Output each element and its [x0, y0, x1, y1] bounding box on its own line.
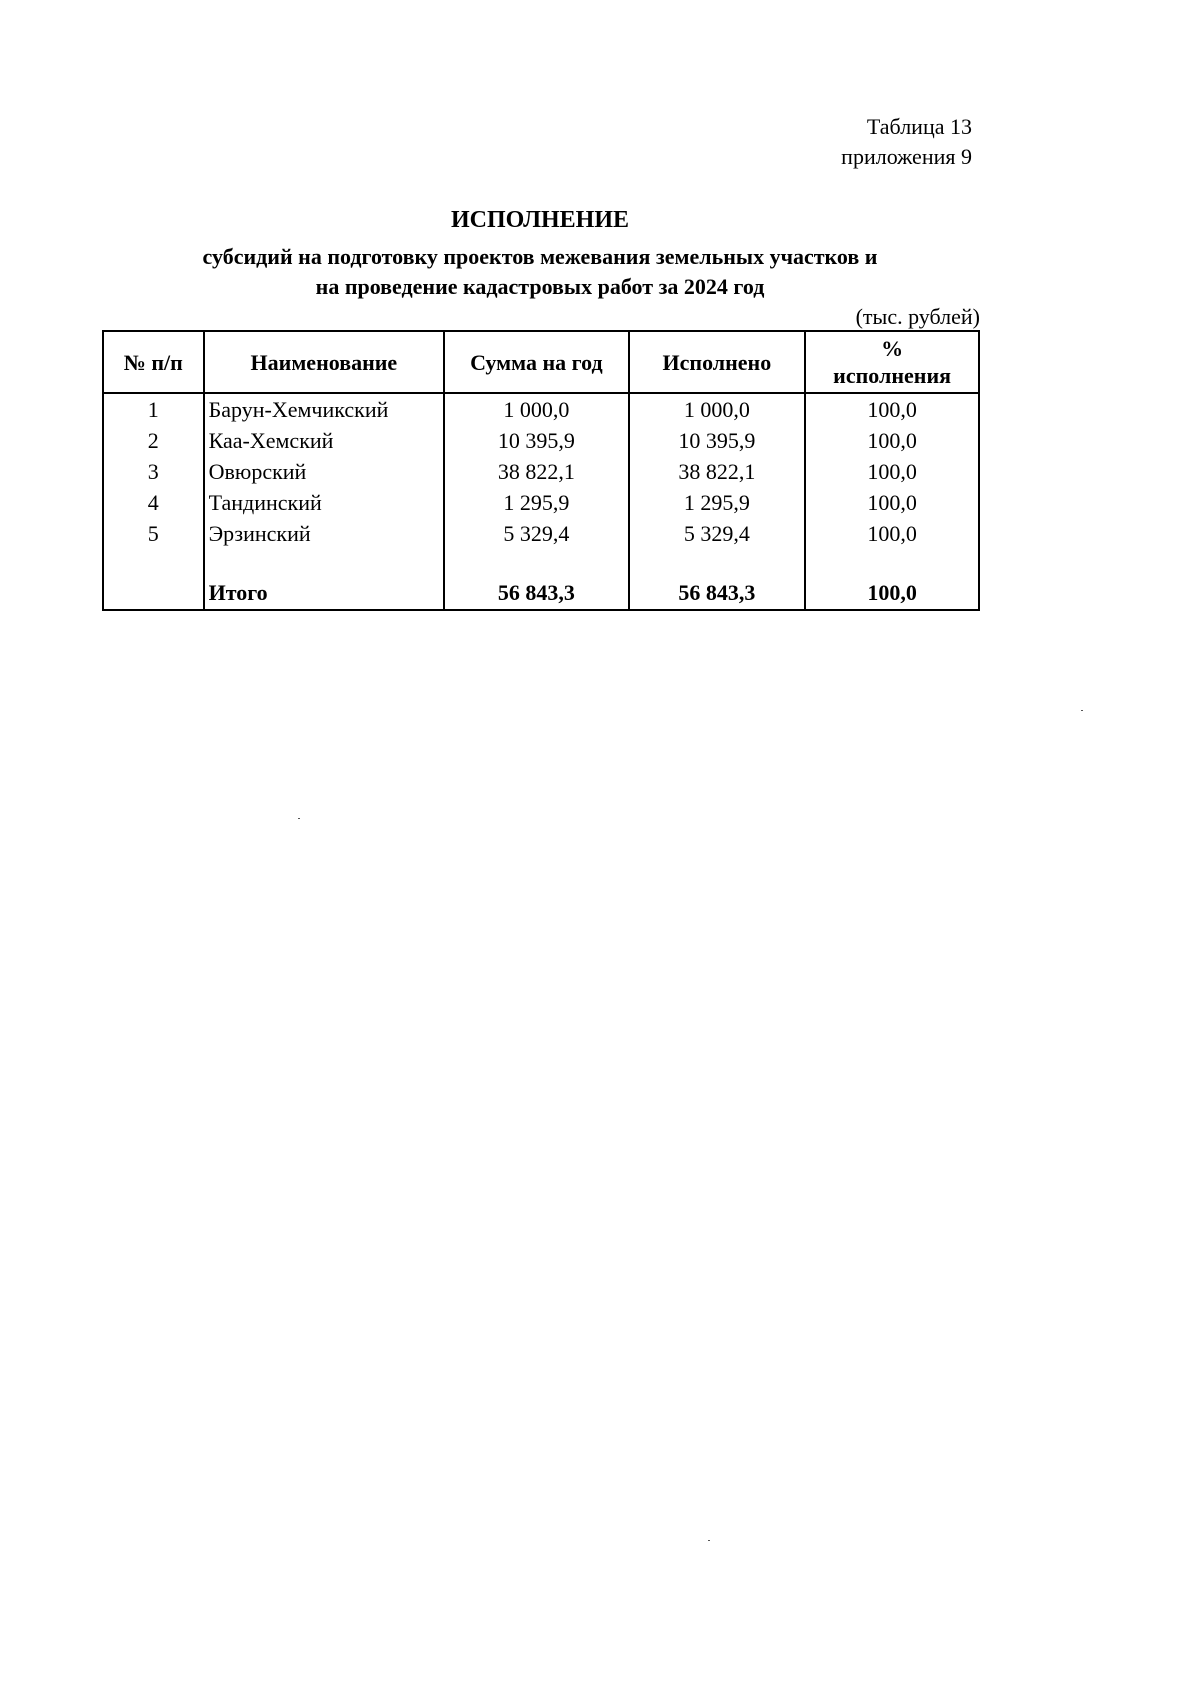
spacer-cell	[204, 549, 445, 577]
table-total-row	[103, 577, 979, 610]
spacer-cell	[103, 549, 204, 577]
subsidy-table	[102, 330, 980, 611]
scan-speck	[298, 818, 300, 819]
row-name: Тандинский	[204, 487, 445, 518]
row-done: 38 822,1	[629, 456, 806, 487]
row-num: 2	[103, 425, 204, 456]
row-sum: 10 395,9	[444, 425, 628, 456]
table-reference	[841, 112, 972, 172]
row-pct: 100,0	[805, 393, 979, 425]
total-name: Итого	[204, 577, 445, 610]
table-row	[103, 425, 979, 456]
total-done: 56 843,3	[629, 577, 806, 610]
subtitle-line-1: субсидий на подготовку проектов межевания земельных участков и	[202, 244, 878, 269]
row-name: Эрзинский	[204, 518, 445, 549]
units-note: (тыс. рублей)	[855, 304, 980, 329]
document-title: ИСПОЛНЕНИЕ	[450, 207, 630, 233]
row-sum: 38 822,1	[444, 456, 628, 487]
row-done: 10 395,9	[629, 425, 806, 456]
total-sum: 56 843,3	[444, 577, 628, 610]
header-num: № п/п	[103, 331, 204, 393]
row-sum: 1 000,0	[444, 393, 628, 425]
row-sum: 5 329,4	[444, 518, 628, 549]
table-row	[103, 393, 979, 425]
spacer-cell	[805, 549, 979, 577]
header-sum: Сумма на год	[444, 331, 628, 393]
row-num: 3	[103, 456, 204, 487]
spacer-cell	[444, 549, 628, 577]
spacer-cell	[629, 549, 806, 577]
scan-speck	[1081, 710, 1083, 711]
table-row	[103, 456, 979, 487]
table-spacer-row	[103, 549, 979, 577]
row-done: 1 000,0	[629, 393, 806, 425]
row-done: 1 295,9	[629, 487, 806, 518]
subtitle-line-2: на проведение кадастровых работ за 2024 год	[315, 274, 765, 299]
row-num: 1	[103, 393, 204, 425]
row-pct: 100,0	[805, 456, 979, 487]
row-pct: 100,0	[805, 425, 979, 456]
row-pct: 100,0	[805, 487, 979, 518]
document-subtitle	[100, 242, 980, 302]
row-num: 4	[103, 487, 204, 518]
header-pct-line-1: %	[881, 336, 904, 361]
row-done: 5 329,4	[629, 518, 806, 549]
header-done: Исполнено	[629, 331, 806, 393]
scan-speck	[708, 1540, 710, 1541]
header-pct	[805, 331, 979, 393]
reference-line-2: приложения 9	[841, 144, 972, 169]
header-name: Наименование	[204, 331, 445, 393]
row-sum: 1 295,9	[444, 487, 628, 518]
table-row	[103, 518, 979, 549]
row-pct: 100,0	[805, 518, 979, 549]
reference-line-1: Таблица 13	[866, 114, 972, 139]
row-name: Барун-Хемчикский	[204, 393, 445, 425]
header-pct-line-2: исполнения	[833, 363, 952, 388]
table-header-row	[103, 331, 979, 393]
row-num: 5	[103, 518, 204, 549]
table-row	[103, 487, 979, 518]
total-pct: 100,0	[805, 577, 979, 610]
total-num	[103, 577, 204, 610]
row-name: Каа-Хемский	[204, 425, 445, 456]
row-name: Овюрский	[204, 456, 445, 487]
